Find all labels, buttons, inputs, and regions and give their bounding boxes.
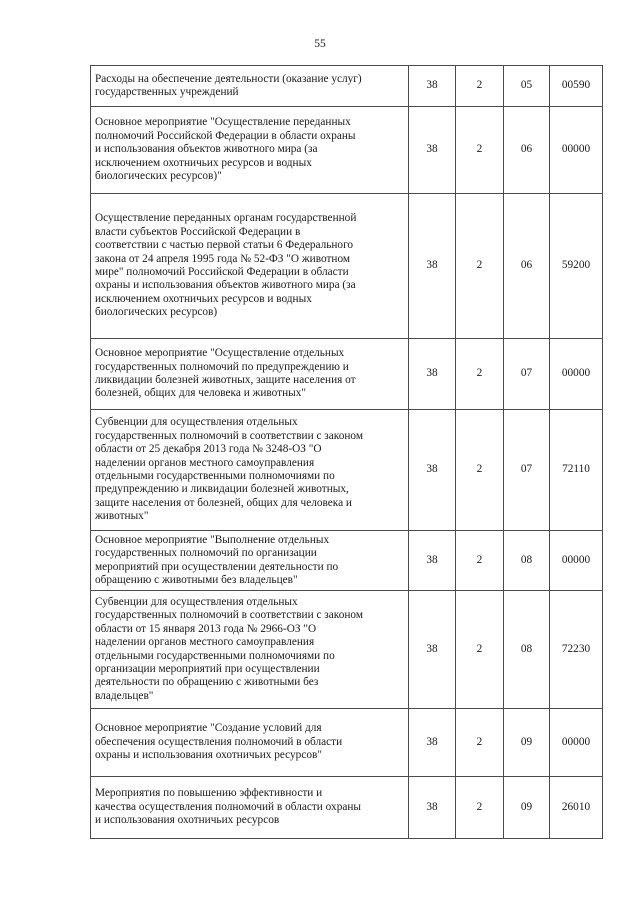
row-description (91, 194, 409, 339)
description-line: исключением охотничьих ресурсов и водных (95, 156, 312, 169)
table-row (91, 709, 603, 777)
row-description (91, 339, 409, 410)
description-line: Основное мероприятие "Создание условий для (95, 722, 322, 735)
table-row (91, 410, 603, 531)
table-row (91, 591, 603, 709)
code-admin: 38 (409, 410, 456, 531)
page-number: 55 (314, 38, 326, 50)
code-section: 2 (456, 107, 504, 194)
description-line: государственных учреждений (95, 86, 239, 98)
code-subsection: 06 (504, 107, 550, 194)
description-line: Расходы на обеспечение деятельности (оказание услуг) (95, 72, 362, 85)
description-line: болезней, общих для человека и животных" (95, 387, 306, 400)
code-section: 2 (456, 410, 504, 531)
table-row (91, 66, 603, 107)
code-subsection: 08 (504, 591, 550, 709)
description-line: мероприятий при осуществлении деятельности по (95, 560, 339, 573)
code-admin: 38 (409, 107, 456, 194)
description-line: охраны и использования охотничьих ресурсов" (95, 749, 322, 762)
description-line: Субвенции для осуществления отдельных (95, 595, 298, 608)
row-description (91, 66, 409, 107)
description-line: владельцев" (95, 689, 154, 702)
description-line: Основное мероприятие "Выполнение отдельных (95, 533, 330, 546)
code-subsection: 09 (504, 709, 550, 777)
description-line: власти субъектов Российской Федерации в (95, 225, 301, 238)
code-section: 2 (456, 66, 504, 107)
description-line: отдельными государственными полномочиями по (95, 470, 335, 482)
code-admin: 38 (409, 194, 456, 339)
table-row (91, 194, 603, 339)
description-line: защите населения от болезней, общих для человека и (95, 496, 352, 509)
description-line: деятельности по обращению с животными без (95, 676, 319, 689)
code-admin: 38 (409, 591, 456, 709)
row-description (91, 709, 409, 777)
table-row (91, 339, 603, 410)
code-section: 2 (456, 777, 504, 839)
description-line: Субвенции для осуществления отдельных (95, 416, 298, 429)
code-target: 72110 (550, 410, 603, 531)
description-line: наделении органов местного самоуправления (95, 636, 315, 649)
description-line: обращению с животными без владельцев" (95, 573, 298, 586)
code-subsection: 08 (504, 531, 550, 591)
description-line: отдельными государственными полномочиями по (95, 649, 335, 662)
description-line: биологических ресурсов) (95, 306, 218, 319)
description-line: Мероприятия по повышению эффективности и (95, 787, 323, 800)
row-description (91, 777, 409, 839)
code-subsection: 05 (504, 66, 550, 107)
code-target: 00000 (550, 709, 603, 777)
code-subsection: 09 (504, 777, 550, 839)
description-line: Осуществление переданных органам государственной (95, 212, 357, 225)
description-line: организации мероприятий при осуществлении (95, 662, 320, 675)
description-line: мире" полномочий Российской Федерации в области (95, 266, 349, 278)
budget-table (90, 65, 603, 839)
code-admin: 38 (409, 709, 456, 777)
code-subsection: 06 (504, 194, 550, 339)
description-line: Основное мероприятие "Осуществление отдельных (95, 347, 345, 360)
row-description (91, 410, 409, 531)
code-section: 2 (456, 194, 504, 339)
code-subsection: 07 (504, 410, 550, 531)
description-line: предупреждению и ликвидации болезней животных, (95, 483, 349, 496)
row-description (91, 107, 409, 194)
code-admin: 38 (409, 777, 456, 839)
description-line: обеспечения осуществления полномочий в области (95, 735, 343, 748)
description-line: области от 25 декабря 2013 года № 3248-ОЗ "О (95, 443, 322, 456)
row-description (91, 591, 409, 709)
code-target: 00000 (550, 107, 603, 194)
description-line: и использования охотничьих ресурсов (95, 814, 280, 827)
description-line: государственных полномочий по организации (95, 547, 317, 560)
code-target: 26010 (550, 777, 603, 839)
description-line: государственных полномочий в соответствии с законом (95, 609, 363, 622)
code-section: 2 (456, 709, 504, 777)
code-target: 00000 (550, 339, 603, 410)
description-line: и использования объектов животного мира (за (95, 143, 318, 156)
row-description (91, 531, 409, 591)
description-line: закона от 24 апреля 1995 года № 52-ФЗ "О животном (95, 252, 351, 265)
code-admin: 38 (409, 531, 456, 591)
code-section: 2 (456, 591, 504, 709)
description-line: исключением охотничьих ресурсов и водных (95, 292, 312, 305)
code-target: 72230 (550, 591, 603, 709)
description-line: соответствии с частью первой статьи 6 Федерального (95, 239, 354, 252)
code-subsection: 07 (504, 339, 550, 410)
code-admin: 38 (409, 66, 456, 107)
description-line: животных" (95, 510, 149, 523)
description-line: качества осуществления полномочий в области охраны (95, 800, 361, 813)
table-row (91, 107, 603, 194)
code-target: 00000 (550, 531, 603, 591)
description-line: государственных полномочий в соответствии с законом (95, 429, 363, 442)
description-line: полномочий Российской Федерации в области охраны (95, 129, 356, 142)
description-line: области от 15 января 2013 года № 2966-ОЗ "О (95, 622, 317, 635)
table-row (91, 531, 603, 591)
code-target: 00590 (550, 66, 603, 107)
table-row (91, 777, 603, 839)
description-line: государственных полномочий по предупреждению и (95, 360, 349, 373)
description-line: биологических ресурсов)" (95, 170, 222, 183)
description-line: наделении органов местного самоуправления (95, 456, 315, 469)
description-line: ликвидации болезней животных, защите населения от (95, 374, 356, 386)
description-line: охраны и использования объектов животного мира (за (95, 279, 356, 292)
budget-table-body (91, 66, 603, 839)
description-line: Основное мероприятие "Осуществление переданных (95, 116, 351, 129)
code-section: 2 (456, 339, 504, 410)
code-target: 59200 (550, 194, 603, 339)
code-section: 2 (456, 531, 504, 591)
code-admin: 38 (409, 339, 456, 410)
